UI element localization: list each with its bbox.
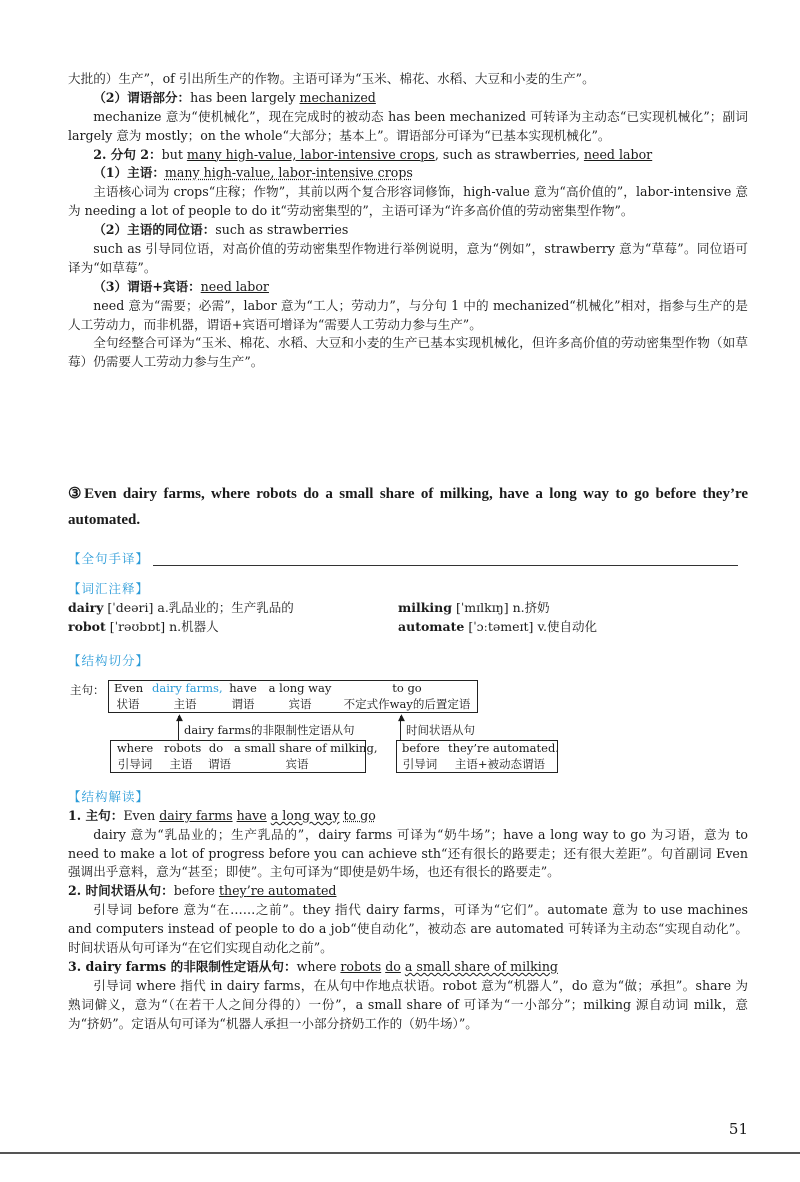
heading-verb-object: （3）谓语+宾语：need labor [93, 278, 269, 294]
rel-word: do [208, 741, 224, 755]
rel-word: a small share of milking, [234, 741, 378, 755]
structure-label-row [68, 652, 748, 671]
vocab-entry: dairy [ˈdeəri] a.乳品业的；生产乳品的 [68, 599, 294, 615]
time-word: they’re automated. [448, 741, 559, 755]
key-sentence [68, 482, 748, 533]
heading-appositive: （2）主语的同位语：such as strawberries [93, 222, 349, 238]
main-role: 宾语 [288, 696, 312, 711]
main-word: Even [114, 681, 144, 695]
translation-label: 【全句手译】 [68, 551, 150, 566]
paragraph: 大批的）生产”，of 引出所生产的作物。主语可译为“玉米、棉花、水稻、大豆和小麦的生产”。 [68, 71, 595, 86]
main-word: have [229, 681, 257, 695]
time-role: 主语+被动态谓语 [454, 756, 546, 771]
paragraph: 引导词 before 意为“在……之前”。they 指代 dairy farms，可译为“它们”。automate 意为 to use machines and computers instead of people to do a job“使自动化”，被动态 are automated 可转译为主动态“实现自动化”。时间状语从句可译为“在它们实现自动化之前”。 [68, 902, 748, 955]
translation-blank-line[interactable] [153, 553, 738, 566]
paragraph: mechanize 意为“使机械化”，现在完成时的被动态 has been mechanized 可转译为主动态“已实现机械化”；副词 largely 意为 mostly；on the whole“大部分；基本上”。谓语部分可译为“已基本实现机械化”。 [68, 108, 748, 143]
analysis-label: 【结构解读】 [68, 789, 150, 804]
vocab-entry: robot [ˈrəʊbɒt] n.机器人 [68, 618, 219, 634]
heading-predicate: （2）谓语部分：has been largely mechanized [93, 89, 376, 105]
arrow-head-icon: ▲ [398, 713, 405, 723]
paragraph: 主语核心词为 crops“庄稼；作物”，其前以两个复合形容词修饰，high-value 意为“高价值的”，labor-intensive 意为 needing a lot of people to do it“劳动密集型的”，主语可译为“许多高价值的劳动密集型作物”。 [68, 184, 748, 219]
main-word: a long way [268, 681, 332, 695]
structure-label: 【结构切分】 [68, 653, 150, 668]
main-clause-label: 主句： [70, 683, 105, 697]
time-role: 引导词 [402, 756, 438, 771]
relative-clause-tag: dairy farms的非限制性定语从句 [184, 723, 355, 737]
main-role: 谓语 [231, 696, 255, 711]
paragraph: 引导词 where 指代 in dairy farms，在从句中作地点状语。robot 意为“机器人”，do 意为“做；承担”。share 为熟词僻义，意为“（在若干人之间分得的）一份”，a small share of 可译为“一小部分”；milking 源自动词 milk，意为“挤奶”。定语从句可译为“机器人承担一小部分挤奶工作的（奶牛场）”。 [68, 977, 748, 1031]
heading-subject: （1）主语：many high-value, labor-intensive crops [93, 165, 413, 181]
rel-word: robots [164, 741, 202, 755]
main-role: 状语 [116, 696, 140, 711]
vocab-entry: automate [ˈɔːtəmeɪt] v.使自动化 [398, 618, 597, 634]
sentence-text: Even dairy farms, where robots do a small share of milking, have a long way to go before they’re automated. [68, 486, 748, 528]
paragraph: dairy 意为“乳品业的；生产乳品的”，dairy farms 可译为“奶牛场”；have a long way to go 为习语，意为 to need to make a lot of progress before you can achieve sth“还有很长的路要走；还有很大差距”。句首副词 Even 强调出乎意料，意为“甚至；即使”。主句可译为“即使是奶牛场，也还有很长的路要走”。 [68, 826, 748, 880]
time-word: before [402, 741, 440, 755]
rel-role: 主语 [169, 756, 193, 771]
relative-clause-box [110, 740, 378, 773]
time-clause-box [396, 740, 558, 773]
vocab-entry: milking [ˈmɪlkɪŋ] n.挤奶 [398, 599, 550, 615]
arrow-head-icon: ▲ [176, 713, 183, 723]
main-role: 不定式作way的后置定语 [343, 696, 471, 711]
analysis-section [68, 788, 748, 1033]
vocab-label: 【词汇注释】 [68, 581, 150, 596]
footer-divider [0, 1152, 800, 1154]
top-section [68, 70, 748, 372]
page-number: 51 [728, 1120, 748, 1138]
analysis-heading-3: 3. dairy farms 的非限制性定语从句：where robots do a small share of milking [68, 958, 558, 974]
main-role: 主语 [173, 696, 197, 711]
paragraph: 全句经整合可译为“玉米、棉花、水稻、大豆和小麦的生产已基本实现机械化，但许多高价值的劳动密集型作物（如草莓）仍需要人工劳动力参与生产”。 [68, 335, 748, 370]
paragraph: need 意为“需要；必需”，labor 意为“工人；劳动力”，与分句 1 中的 mechanized“机械化”相对，指参与生产的是人工劳动力，而非机器，谓语+宾语可增译为“需要人工劳动力参与生产”。 [68, 297, 748, 332]
time-clause-tag: 时间状语从句 [406, 723, 475, 737]
analysis-heading-1: 1. 主句：Even dairy farms have a long way to go [68, 807, 376, 823]
main-clause-box [108, 680, 478, 713]
paragraph: such as 引导同位语，对高价值的劳动密集型作物进行举例说明，意为“例如”，strawberry 意为“草莓”。同位语可译为“如草莓”。 [68, 241, 748, 275]
vocab-table [68, 599, 688, 637]
main-word: to go [392, 681, 422, 695]
heading-clause-2: 2. 分句 2：but many high-value, labor-intensive crops, such as strawberries, need labor [93, 146, 653, 162]
rel-word: where [116, 741, 154, 755]
main-word: dairy farms, [152, 681, 223, 695]
rel-role: 宾语 [285, 756, 309, 771]
analysis-heading-2: 2. 时间状语从句：before they’re automated [68, 883, 337, 899]
rel-role: 引导词 [117, 756, 153, 771]
translation-row [68, 550, 748, 569]
sentence-number: ③ [68, 486, 85, 502]
rel-role: 谓语 [208, 756, 231, 771]
vocab-section [68, 580, 748, 636]
